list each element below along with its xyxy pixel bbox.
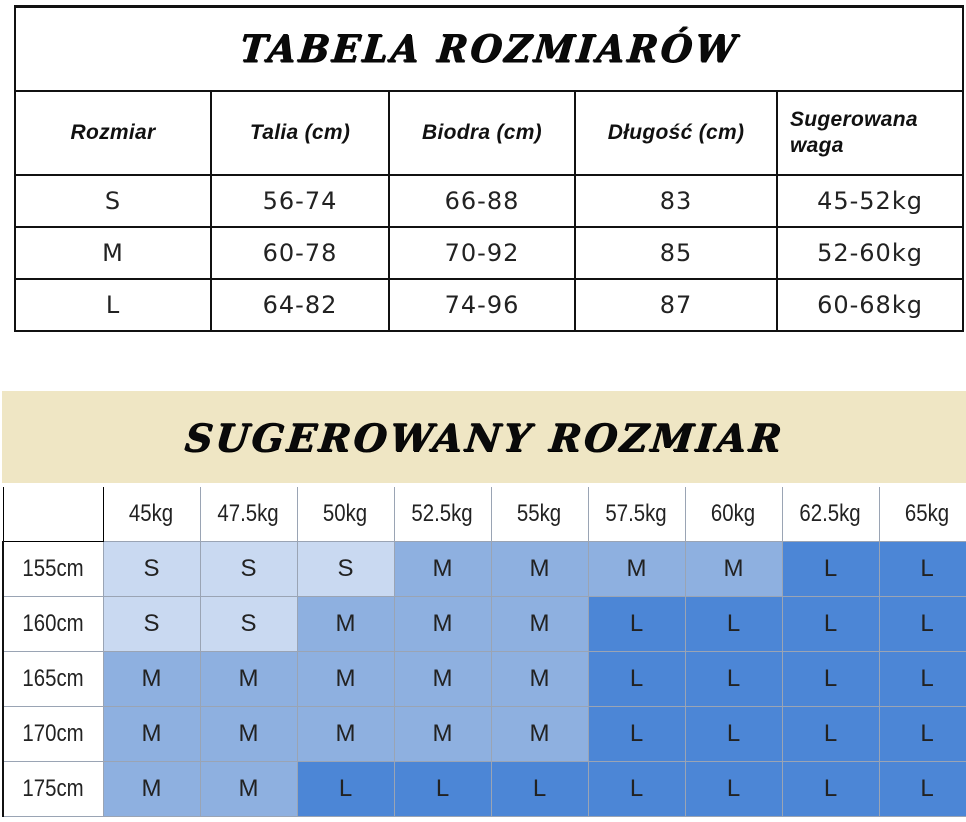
size-cell: L bbox=[685, 762, 782, 817]
size-cell: L bbox=[782, 652, 879, 707]
row-s-length: 83 bbox=[575, 175, 777, 227]
row-m-size: M bbox=[15, 227, 211, 279]
row-s-hips: 66-88 bbox=[389, 175, 575, 227]
grid-corner bbox=[3, 487, 103, 542]
size-cell: L bbox=[879, 762, 966, 817]
size-cell: M bbox=[297, 652, 394, 707]
size-chart-table bbox=[14, 5, 964, 332]
size-cell: M bbox=[103, 652, 200, 707]
row-l-weight: 60-68kg bbox=[777, 279, 963, 331]
row-m-waist: 60-78 bbox=[211, 227, 389, 279]
weight-header: 60kg bbox=[685, 487, 782, 542]
size-cell: L bbox=[782, 597, 879, 652]
size-cell: M bbox=[103, 762, 200, 817]
header-hips: Biodra (cm) bbox=[389, 91, 575, 175]
size-cell: L bbox=[879, 597, 966, 652]
size-cell: M bbox=[200, 707, 297, 762]
row-s-size: S bbox=[15, 175, 211, 227]
weight-header: 47.5kg bbox=[200, 487, 297, 542]
height-label: 160cm bbox=[3, 597, 103, 652]
size-cell: M bbox=[491, 652, 588, 707]
size-cell: L bbox=[685, 597, 782, 652]
size-cell: M bbox=[588, 542, 685, 597]
size-cell: S bbox=[200, 542, 297, 597]
size-cell: L bbox=[297, 762, 394, 817]
row-s-weight: 45-52kg bbox=[777, 175, 963, 227]
size-cell: M bbox=[491, 707, 588, 762]
size-cell: L bbox=[491, 762, 588, 817]
row-l-size: L bbox=[15, 279, 211, 331]
size-cell: L bbox=[782, 707, 879, 762]
weight-header: 50kg bbox=[297, 487, 394, 542]
size-cell: M bbox=[394, 542, 491, 597]
size-cell: L bbox=[879, 542, 966, 597]
row-m-weight: 52-60kg bbox=[777, 227, 963, 279]
size-cell: L bbox=[782, 762, 879, 817]
height-label: 165cm bbox=[3, 652, 103, 707]
size-cell: L bbox=[879, 707, 966, 762]
weight-header: 57.5kg bbox=[588, 487, 685, 542]
row-m-length: 85 bbox=[575, 227, 777, 279]
size-cell: M bbox=[394, 707, 491, 762]
header-suggested-weight: Sugerowana waga bbox=[777, 91, 963, 175]
size-cell: L bbox=[588, 707, 685, 762]
row-l-hips: 74-96 bbox=[389, 279, 575, 331]
size-cell: L bbox=[394, 762, 491, 817]
suggested-size-grid bbox=[2, 487, 966, 817]
weight-header: 52.5kg bbox=[394, 487, 491, 542]
size-cell: S bbox=[297, 542, 394, 597]
grid-row bbox=[3, 597, 966, 652]
size-cell: M bbox=[297, 597, 394, 652]
size-cell: M bbox=[103, 707, 200, 762]
header-length: Długość (cm) bbox=[575, 91, 777, 175]
size-cell: L bbox=[685, 652, 782, 707]
grid-row bbox=[3, 542, 966, 597]
size-table-title: TABELA ROZMIARÓW bbox=[15, 7, 963, 92]
size-cell: S bbox=[103, 597, 200, 652]
size-cell: L bbox=[782, 542, 879, 597]
height-label: 170cm bbox=[3, 707, 103, 762]
size-cell: M bbox=[394, 652, 491, 707]
row-l-length: 87 bbox=[575, 279, 777, 331]
grid-row bbox=[3, 652, 966, 707]
size-cell: M bbox=[297, 707, 394, 762]
size-cell: S bbox=[103, 542, 200, 597]
size-cell: L bbox=[879, 652, 966, 707]
size-cell: M bbox=[394, 597, 491, 652]
header-size: Rozmiar bbox=[15, 91, 211, 175]
row-s-waist: 56-74 bbox=[211, 175, 389, 227]
size-cell: L bbox=[588, 597, 685, 652]
size-cell: M bbox=[491, 597, 588, 652]
weight-header: 65kg bbox=[879, 487, 966, 542]
size-cell: L bbox=[685, 707, 782, 762]
height-label: 155cm bbox=[3, 542, 103, 597]
weight-header: 45kg bbox=[103, 487, 200, 542]
row-m-hips: 70-92 bbox=[389, 227, 575, 279]
size-cell: M bbox=[685, 542, 782, 597]
row-l-waist: 64-82 bbox=[211, 279, 389, 331]
weight-header: 62.5kg bbox=[782, 487, 879, 542]
grid-row bbox=[3, 707, 966, 762]
weight-header: 55kg bbox=[491, 487, 588, 542]
height-label: 175cm bbox=[3, 762, 103, 817]
suggested-size-banner bbox=[2, 391, 966, 483]
size-cell: M bbox=[200, 652, 297, 707]
size-cell: L bbox=[588, 762, 685, 817]
suggested-size-title: SUGEROWANY ROZMIAR bbox=[182, 414, 786, 460]
header-waist: Talia (cm) bbox=[211, 91, 389, 175]
size-cell: M bbox=[200, 762, 297, 817]
size-cell: S bbox=[200, 597, 297, 652]
grid-row bbox=[3, 762, 966, 817]
size-cell: M bbox=[491, 542, 588, 597]
size-cell: L bbox=[588, 652, 685, 707]
